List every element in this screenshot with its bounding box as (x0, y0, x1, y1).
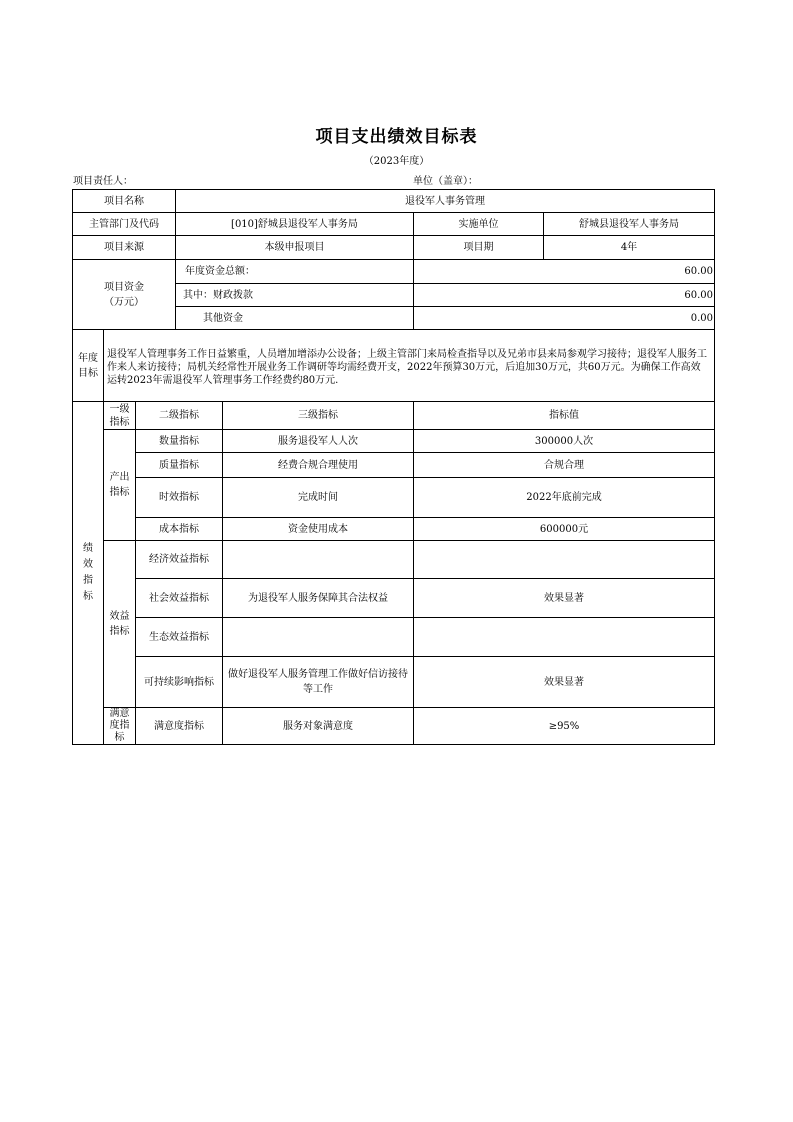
source-value: 本级申报项目 (175, 235, 414, 260)
indicators-section-label-text: 绩效指标 (83, 543, 93, 602)
benefit-label-text: 效益指标 (109, 611, 130, 637)
goal-label (72, 329, 104, 402)
dept-label: 主管部门及代码 (72, 212, 176, 236)
benefit-row-0-l3 (222, 540, 414, 579)
benefit-row-2-value (413, 617, 715, 657)
output-row-2-l3: 完成时间 (222, 477, 414, 518)
year-label: （2023年度） (363, 156, 430, 167)
funds-label (72, 259, 176, 330)
indicators-section-label (72, 401, 104, 745)
funds-other-value: 0.00 (413, 306, 715, 330)
output-row-0-value: 300000人次 (413, 429, 715, 453)
benefit-row-0-value (413, 540, 715, 579)
satisfaction-label-text: 满意度指标 (109, 708, 130, 743)
benefit-row-2-l2: 生态效益指标 (135, 617, 223, 657)
funds-fiscal-label: 其中：财政拨款 (175, 283, 414, 307)
benefit-row-1-l2: 社会效益指标 (135, 578, 223, 618)
funds-total-value: 60.00 (413, 259, 715, 284)
project-name-label: 项目名称 (72, 189, 176, 213)
output-row-1-l3: 经费合规合理使用 (222, 452, 414, 478)
benefit-row-1-l3: 为退役军人服务保障其合法权益 (222, 578, 414, 618)
funds-fiscal-value: 60.00 (413, 283, 715, 307)
header-level1 (103, 401, 136, 430)
satisfaction-row-0-l3: 服务对象满意度 (222, 707, 414, 745)
benefit-row-3-value: 效果显著 (413, 656, 715, 708)
benefit-label (103, 540, 136, 708)
header-level3: 三级指标 (222, 401, 414, 430)
source-label: 项目来源 (72, 235, 176, 260)
header-level1-text: 一级指标 (109, 403, 130, 428)
goal-text: 退役军人管理事务工作日益繁重，人员增加增添办公设备；上级主管部门来局检查指导以及兄弟市县来局参观学习接待；退役军人服务工作来人来访接待；局机关经常性开展业务工作调研等均需经费开支，2022年预算30万元，后追加30万元，共60万元。为确保工作高效运转2023年需退役军人管理事务工作经费约80万元. (103, 329, 715, 402)
benefit-row-3-l3: 做好退役军人服务管理工作做好信访接待等工作 (222, 656, 414, 708)
output-row-3-l2: 成本指标 (135, 517, 223, 541)
benefit-row-1-value: 效果显著 (413, 578, 715, 618)
output-row-2-value: 2022年底前完成 (413, 477, 715, 518)
output-label (103, 429, 136, 541)
goal-label-text: 年度目标 (78, 352, 98, 379)
output-row-3-value: 600000元 (413, 517, 715, 541)
output-label-text: 产出指标 (109, 472, 130, 498)
impl-label: 实施单位 (413, 212, 544, 236)
output-row-1-value: 合规合理 (413, 452, 715, 478)
funds-label-text: 项目资金（万元） (104, 281, 144, 308)
output-row-0-l3: 服务退役军人人次 (222, 429, 414, 453)
project-name-value: 退役军人事务管理 (175, 189, 715, 213)
header-value: 指标值 (413, 401, 715, 430)
impl-value: 舒城县退役军人事务局 (543, 212, 715, 236)
output-row-0-l2: 数量指标 (135, 429, 223, 453)
responsible-label: 项目责任人： (73, 176, 133, 187)
period-label: 项目期 (413, 235, 544, 260)
satisfaction-row-0-l2: 满意度指标 (135, 707, 223, 745)
period-value: 4年 (543, 235, 715, 260)
output-row-3-l3: 资金使用成本 (222, 517, 414, 541)
satisfaction-label (103, 707, 136, 745)
satisfaction-row-0-value: ≥95% (413, 707, 715, 745)
header-level2: 二级指标 (135, 401, 223, 430)
output-row-1-l2: 质量指标 (135, 452, 223, 478)
funds-other-label: 其他资金 (175, 306, 414, 330)
dept-value: [010]舒城县退役军人事务局 (175, 212, 414, 236)
output-row-2-l2: 时效指标 (135, 477, 223, 518)
benefit-row-0-l2: 经济效益指标 (135, 540, 223, 579)
page-title: 项目支出绩效目标表 (315, 127, 478, 147)
unit-label: 单位（盖章）： (413, 176, 478, 187)
benefit-row-3-l2: 可持续影响指标 (135, 656, 223, 708)
funds-total-label: 年度资金总额： (175, 259, 414, 284)
benefit-row-2-l3 (222, 617, 414, 657)
